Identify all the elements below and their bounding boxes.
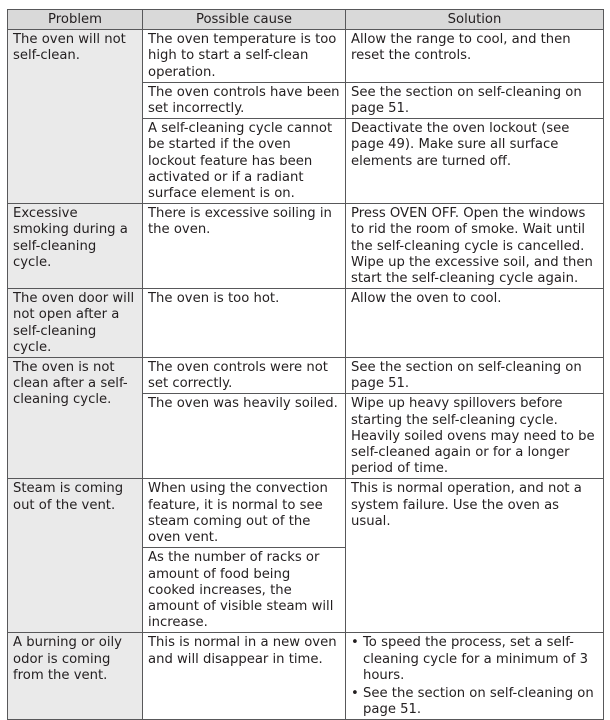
problem-cell: The oven is not clean after a self-cleaning cycle.: [8, 358, 143, 479]
solution-cell: See the section on self-cleaning on page 51.: [346, 358, 604, 394]
problem-cell: The oven door will not open after a self-cleaning cycle.: [8, 289, 143, 358]
bullet-icon: •: [351, 685, 359, 701]
cause-cell: This is normal in a new oven and will disappear in time.: [143, 633, 346, 720]
header-problem: Problem: [8, 10, 143, 30]
bullet-icon: •: [351, 635, 359, 651]
problem-cell: Excessive smoking during a self-cleaning cycle.: [8, 204, 143, 289]
problem-cell: The oven will not self-clean.: [8, 30, 143, 204]
table-row: [8, 30, 604, 83]
list-item: [351, 686, 598, 718]
cause-cell: There is excessive soiling in the oven.: [143, 204, 346, 289]
solution-cell: Deactivate the oven lockout (see page 49). Make sure all surface elements are turned off.: [346, 119, 604, 204]
cause-cell: As the number of racks or amount of food being cooked increases, the amount of visible steam will increase.: [143, 548, 346, 633]
solution-cell: [346, 633, 604, 720]
cause-cell: The oven temperature is too high to start a self-clean operation.: [143, 30, 346, 83]
table-row: [8, 479, 604, 548]
cause-cell: When using the convection feature, it is normal to see steam coming out of the oven vent.: [143, 479, 346, 548]
cause-cell: The oven was heavily soiled.: [143, 394, 346, 479]
table-row: [8, 289, 604, 358]
header-solution: Solution: [346, 10, 604, 30]
troubleshooting-table: [7, 9, 604, 720]
solution-cell: Allow the range to cool, and then reset the controls.: [346, 30, 604, 83]
problem-cell: A burning or oily odor is coming from the vent.: [8, 633, 143, 720]
solution-cell: Wipe up heavy spillovers before starting the self-cleaning cycle. Heavily soiled ovens may need to be self-cleaned again or for a longer period of time.: [346, 394, 604, 479]
cause-cell: The oven controls have been set incorrectly.: [143, 82, 346, 118]
cause-cell: A self-cleaning cycle cannot be started if the oven lockout feature has been activated or if a radiant surface element is on.: [143, 119, 346, 204]
bullet-text: See the section on self-cleaning on page 51.: [363, 685, 594, 718]
header-possible-cause: Possible cause: [143, 10, 346, 30]
list-item: [351, 635, 598, 684]
cause-cell: The oven is too hot.: [143, 289, 346, 358]
cause-cell: The oven controls were not set correctly.: [143, 358, 346, 394]
table-row: [8, 358, 604, 394]
table-row: [8, 633, 604, 720]
table-row: [8, 204, 604, 289]
solution-cell: Allow the oven to cool.: [346, 289, 604, 358]
solution-bullet-list: [351, 635, 598, 718]
bullet-text: To speed the process, set a self-cleaning cycle for a minimum of 3 hours.: [363, 635, 588, 683]
solution-cell: Press OVEN OFF. Open the windows to rid the room of smoke. Wait until the self-cleaning cycle is cancelled. Wipe up the excessive soil, and then start the self-cleaning cycle again.: [346, 204, 604, 289]
solution-cell: This is normal operation, and not a system failure. Use the oven as usual.: [346, 479, 604, 633]
solution-cell: See the section on self-cleaning on page 51.: [346, 82, 604, 118]
table-header-row: [8, 10, 604, 30]
problem-cell: Steam is coming out of the vent.: [8, 479, 143, 633]
